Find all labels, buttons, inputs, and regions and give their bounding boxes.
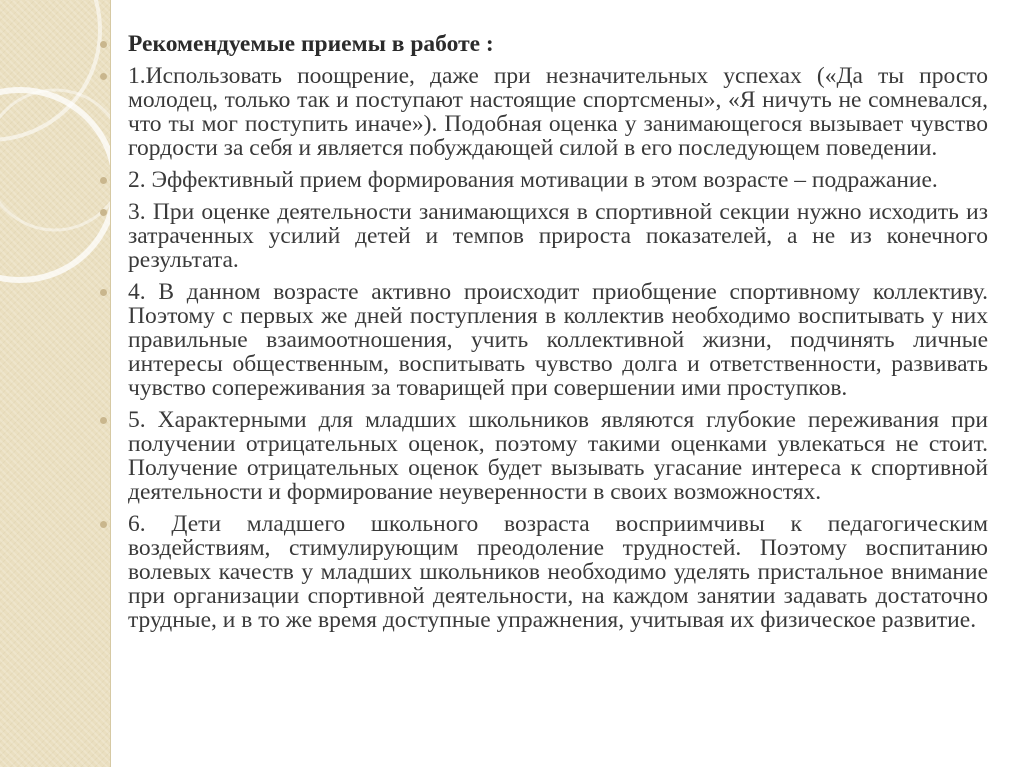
list-item-text: 3. При оценке деятельности занимающихся в спортивной секции нужно исходить из затраченных усилий детей и темпов прироста показателей, а не из конечного результата. (128, 199, 988, 273)
list-item (92, 280, 988, 400)
list-item-text: 6. Дети младшего школьного возраста восприимчивы к педагогическим воздействиям, стимулирующим преодоление трудностей. Поэтому воспитанию волевых качеств у младших школьников необходимо уделять пристальное внимание при организации спортивной деятельности, на каждом занятии задавать достаточно трудные, и в то же время доступные упражнения, учитывая их физическое развитие. (128, 511, 988, 633)
bullet-icon (100, 417, 107, 424)
bullet-icon (100, 209, 107, 216)
list-item (92, 168, 988, 192)
slide-content (92, 32, 988, 640)
heading-text: Рекомендуемые приемы в работе : (128, 31, 494, 57)
bullet-icon (100, 177, 107, 184)
list-item-text: 4. В данном возрасте активно происходит приобщение спортивному коллективу. Поэтому с первых же дней поступления в коллектив необходимо воспитывать у них правильные взаимоотношения, учить коллективной жизни, подчинять личные интересы общественным, воспитывать чувство долга и ответственности, развивать чувство сопереживания за товарищей при совершении ими проступков. (128, 279, 988, 401)
bullet-icon (100, 521, 107, 528)
bullet-icon (100, 289, 107, 296)
list-item-text: 2. Эффективный прием формирования мотивации в этом возрасте – подражание. (128, 167, 938, 193)
list-item (92, 512, 988, 632)
list-item (92, 64, 988, 160)
bullet-icon (100, 73, 107, 80)
list-item (92, 408, 988, 504)
list-item (92, 200, 988, 272)
bullet-icon (100, 41, 107, 48)
list-item-text: 5. Характерными для младших школьников являются глубокие переживания при получении отрицательных оценок, поэтому такими оценками увлекаться не стоит. Получение отрицательных оценок будет вызывать угасание интереса к спортивной деятельности и формирование неуверенности в своих возможностях. (128, 407, 988, 505)
slide-heading (92, 32, 988, 56)
list-item-text: 1.Иcпользовать поощрение, даже при незначительных успехах («Да ты просто молодец, только так и поступают настоящие спортсмены», «Я ничуть не сомневался, что ты мог поступить иначе»). Подобная оценка у занимающегося вызывает чувство гордости за себя и является побуждающей силой в его последующем поведении. (128, 63, 988, 161)
